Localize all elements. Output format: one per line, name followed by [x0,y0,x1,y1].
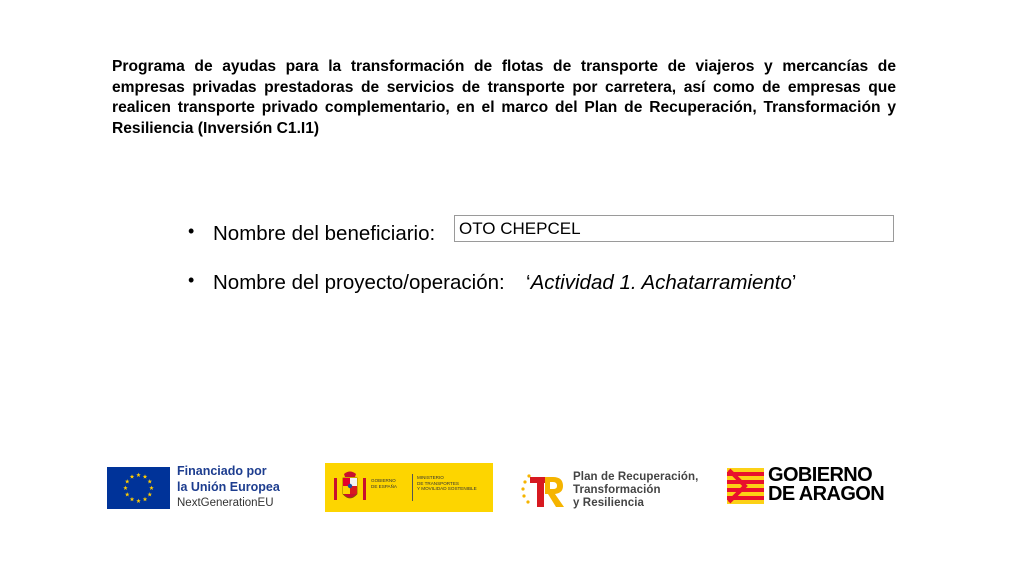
aragon-line2: DE ARAGON [768,483,885,505]
eu-star-icon [130,474,135,478]
eu-funding-text [177,464,280,512]
eu-star-icon [130,497,135,501]
ministerio-text [417,475,477,492]
open-quote: ‘ [526,271,531,294]
gobierno-aragon-logo [727,466,899,508]
eu-star-icon [147,479,152,483]
eu-line-nextgen: NextGenerationEU [177,497,274,509]
beneficiary-name-field[interactable]: OTO CHEPCEL [454,215,894,242]
gobierno-espana-logo [325,463,493,512]
gobierno-espana-text [371,478,397,489]
aragon-flag-icon [727,468,764,504]
ge-line-transportes: DE TRANSPORTES [417,480,459,486]
ge-line-gobierno: GOBIERNO [371,478,396,483]
eu-flag-icon [107,467,170,509]
project-label: Nombre del proyecto/operación: [213,271,505,294]
eu-star-icon [143,497,148,501]
eu-star-icon [143,474,148,478]
eu-star-icon [136,473,141,477]
eu-star-icon [147,492,152,496]
ge-line-movilidad: Y MOVILIDAD SOSTENIBLE [417,486,477,491]
prtr-line1: Plan de Recuperación, [573,471,699,483]
eu-funding-logo [107,463,297,513]
prtr-line2: Transformación [573,484,661,496]
ge-line-espana: DE ESPAÑA [371,483,397,489]
eu-line-union: la Unión Europea [177,479,280,494]
prtr-line3: y Resiliencia [573,497,644,509]
beneficiary-label: Nombre del beneficiario: [213,222,436,245]
eu-star-icon [123,486,128,490]
gobierno-aragon-text [768,466,884,504]
coat-of-arms-icon [333,469,367,506]
bullet-point: • [188,221,195,241]
divider [412,474,413,501]
aragon-line1: GOBIERNO [768,464,873,486]
project-name: Actividad 1. Achatarramiento [530,271,792,294]
eu-star-icon [149,486,154,490]
eu-star-icon [136,499,141,503]
prtr-emblem-icon [520,468,570,512]
program-heading: Programa de ayudas para la transformación de flotas de transporte de viajeros y mercancías de empresas privadas prestadoras de servicios de transporte por carretera, así como de empresas que realicen transporte privado complementario, en el marco del Plan de Recuperación, Transformación y Resiliencia (Inversión C1.I1) [112,58,896,137]
eu-star-icon [125,492,130,496]
project-name-value [526,266,796,300]
close-quote: ’ [791,271,797,294]
eu-star-icon [125,479,130,483]
prtr-text [573,471,698,510]
prtr-logo [520,468,715,512]
ge-line-ministerio: MINISTERIO [417,475,444,480]
eu-line-financiado: Financiado por [177,464,267,478]
bullet-point: • [188,270,195,290]
